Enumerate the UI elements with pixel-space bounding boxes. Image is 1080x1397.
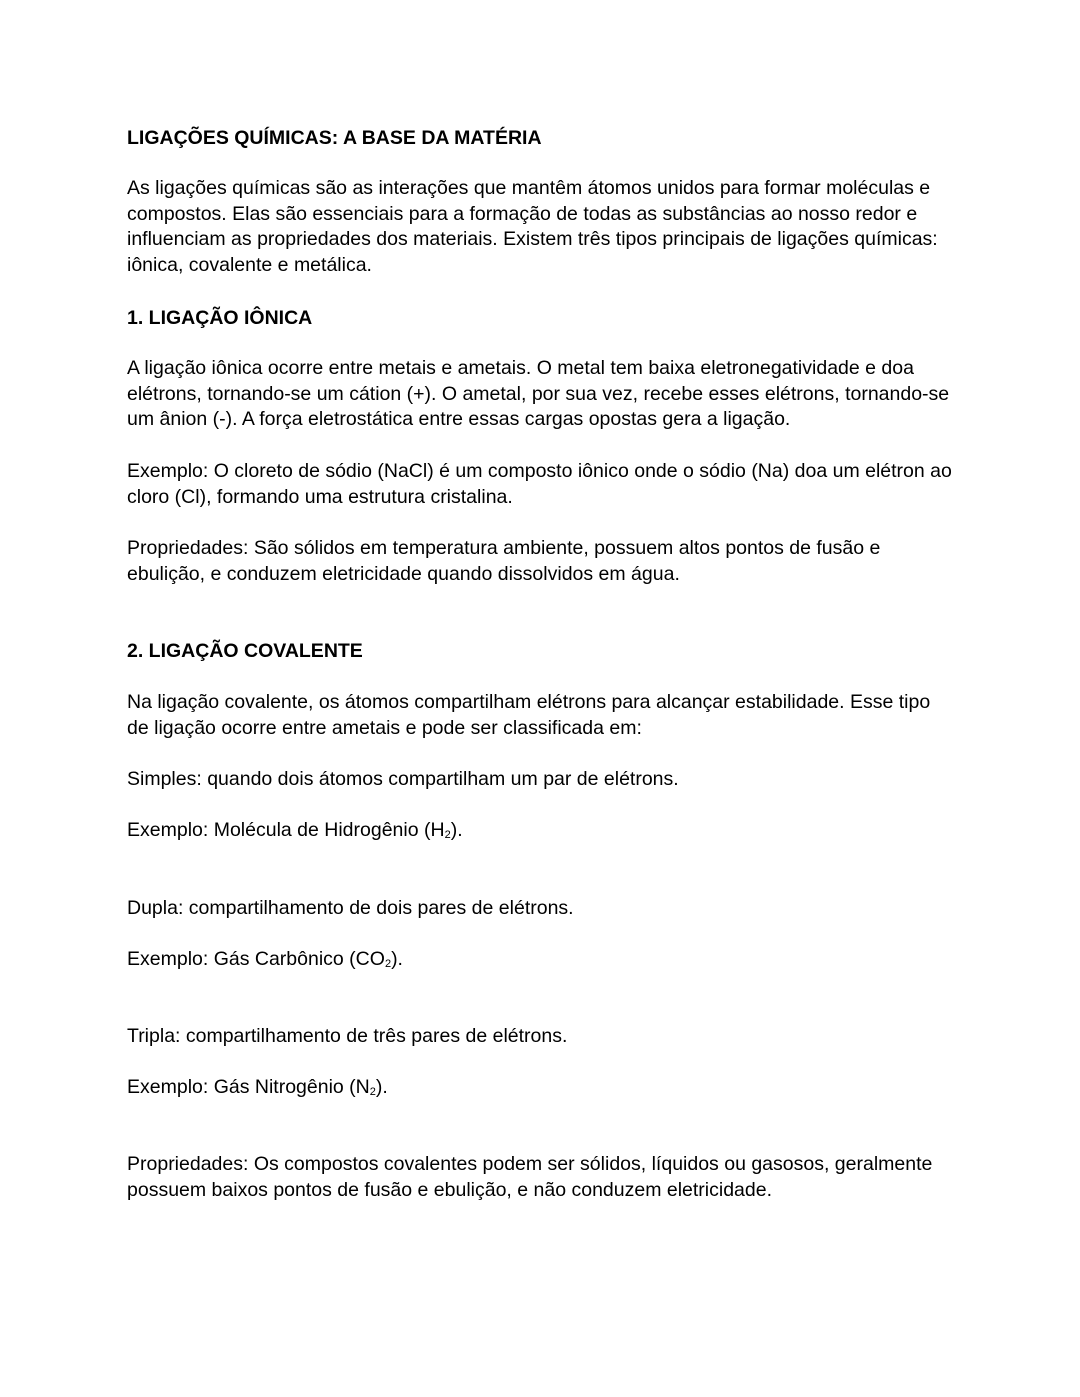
covalent-example-triple [127,1075,957,1101]
example-text: Exemplo: Gás Carbônico (CO [127,948,385,970]
covalent-properties: Propriedades: Os compostos covalentes podem ser sólidos, líquidos ou gasosos, geralmente possuem baixos pontos de fusão e ebulição, e não conduzem eletricidade. [127,1153,933,1201]
covalent-example-simple [127,818,957,844]
section-heading-covalent: 2. LIGAÇÃO COVALENTE [127,640,363,662]
covalent-type-triple: Tripla: compartilhamento de três pares de elétrons. [127,1025,568,1047]
example-suffix: ). [391,948,403,970]
ionic-description: A ligação iônica ocorre entre metais e ametais. O metal tem baixa eletronegatividade e doa elétrons, tornando-se um cátion (+). O ametal, por sua vez, recebe esses elétrons, tornando-se um ânion (-). A força eletrostática entre essas cargas opostas gera a ligação. [127,357,950,431]
subscript: 2 [369,1086,376,1098]
example-suffix: ). [375,1076,388,1098]
example-text: Exemplo: Gás Nitrogênio (N [127,1076,370,1098]
covalent-example-double [127,947,957,973]
covalent-description: Na ligação covalente, os átomos compartilham elétrons para alcançar estabilidade. Esse tipo de ligação ocorre entre ametais e pode ser classificada em: [127,691,931,739]
example-suffix: ). [450,819,463,841]
subscript: 2 [384,958,392,970]
covalent-type-simple: Simples: quando dois átomos compartilham um par de elétrons. [127,768,679,790]
intro-paragraph: As ligações químicas são as interações que mantêm átomos unidos para formar moléculas e compostos. Elas são essenciais para a formação de todas as substâncias ao nosso redor e influenciam as propriedades dos materiais. Existem três tipos principais de ligações químicas: iônica, covalente e metálica. [127,177,938,277]
ionic-example: Exemplo: O cloreto de sódio (NaCl) é um composto iônico onde o sódio (Na) doa um elétron ao cloro (Cl), formando uma estrutura cristalina. [127,460,952,508]
subscript: 2 [444,829,451,841]
section-heading-ionic: 1. LIGAÇÃO IÔNICA [127,307,313,329]
covalent-type-double: Dupla: compartilhamento de dois pares de elétrons. [127,897,574,919]
ionic-properties: Propriedades: São sólidos em temperatura ambiente, possuem altos pontos de fusão e ebulição, e conduzem eletricidade quando dissolvidos em água. [127,537,881,585]
example-text: Exemplo: Molécula de Hidrogênio (H [127,819,445,841]
document-title: LIGAÇÕES QUÍMICAS: A BASE DA MATÉRIA [127,127,542,149]
